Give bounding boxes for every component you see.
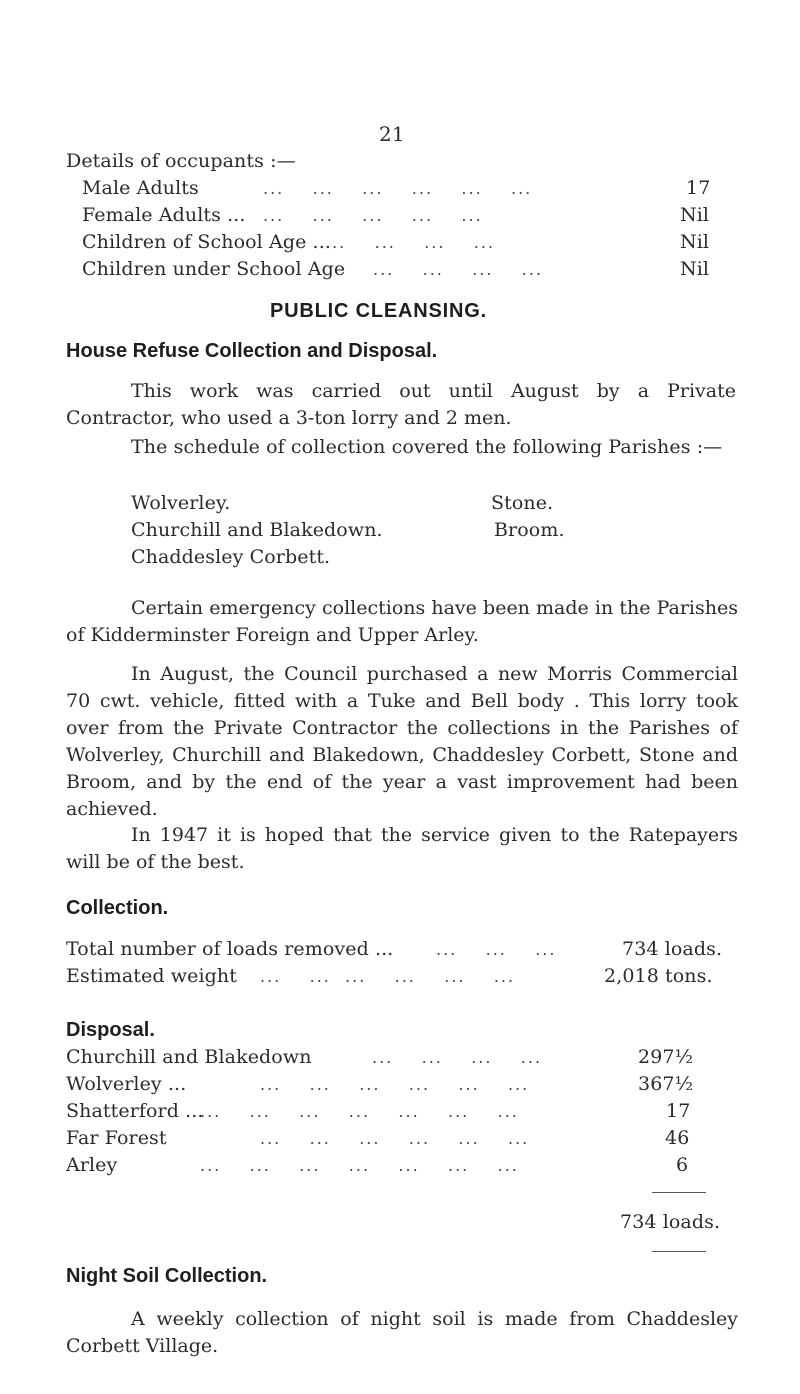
house-refuse-heading: House Refuse Collection and Disposal. [66, 340, 438, 362]
leader-dots: ... ... ... ... ... ... [260, 1129, 530, 1148]
leader-dots: ... ... ... [436, 940, 557, 959]
paragraph-new-vehicle: In August, the Council purchased a new Morris Commercial 70 cwt. vehicle, fitted with a Tuke and Bell body . This lorry took over from the Private Contractor the collections in the Parishes of Wolverley, Churchill and Blakedown, Chaddesley Corbett, Stone and Broom, and by the end of the year a vast improvement had been achieved. [66, 663, 738, 820]
parish-broom: Broom. [494, 519, 565, 541]
page-number: 21 [379, 122, 405, 146]
occupants-title: Details of occupants :— [66, 150, 296, 172]
disposal-total: 734 loads. [620, 1211, 721, 1233]
collection-heading: Collection. [66, 897, 169, 919]
occupant-value-under-school-age: Nil [680, 258, 710, 280]
disposal-label-wolverley: Wolverley ... [66, 1073, 187, 1095]
leader-dots: ... ... ... ... ... ... [260, 1075, 530, 1094]
disposal-value-shatterford: 17 [666, 1100, 691, 1122]
leader-dots: ... ... ... ... ... ... ... [200, 1156, 519, 1175]
parish-stone: Stone. [491, 492, 554, 514]
leader-dots: ... ... ... ... ... ... ... [200, 1102, 519, 1121]
paragraph-night-soil: A weekly collection of night soil is made from Chaddesley Corbett Village. [66, 1308, 738, 1357]
paragraph-emergency: Certain emergency collections have been made in the Parishes of Kidderminster Foreign and Upper Arley. [66, 597, 738, 646]
occupant-value-school-age: Nil [680, 231, 710, 253]
occupant-label-male: Male Adults [82, 177, 199, 199]
occupant-value-female: Nil [680, 204, 710, 226]
leader-dots: ... ... ... ... ... [263, 206, 483, 225]
disposal-label-arley: Arley [66, 1154, 118, 1176]
parish-wolverley: Wolverley. [131, 492, 231, 514]
disposal-value-wolverley: 367½ [638, 1073, 694, 1095]
leader-dots: ... ... ... ... [325, 233, 496, 252]
disposal-label-churchill: Churchill and Blakedown [66, 1046, 312, 1068]
leader-dots: ... ... ... ... [372, 1048, 543, 1067]
disposal-label-far-forest: Far Forest [66, 1127, 167, 1149]
occupant-label-under-school-age: Children under School Age [82, 258, 346, 280]
disposal-heading: Disposal. [66, 1019, 155, 1041]
parish-chaddesley: Chaddesley Corbett. [131, 546, 331, 568]
collection-label-weight: Estimated weight [66, 965, 237, 987]
total-rule-top [652, 1192, 706, 1193]
occupant-value-male: 17 [686, 177, 711, 199]
leader-dots: ... ... ... ... ... ... [263, 179, 533, 198]
leader-dots: ... ... ... ... [373, 260, 544, 279]
occupant-label-school-age: Children of School Age ... [82, 231, 331, 253]
parish-churchill: Churchill and Blakedown. [131, 519, 383, 541]
collection-value-weight: 2,018 tons. [604, 965, 713, 987]
total-rule-bottom [652, 1251, 706, 1252]
disposal-value-churchill: 297½ [638, 1046, 694, 1068]
collection-label-total: Total number of loads removed ... [66, 938, 394, 960]
collection-value-total: 734 loads. [622, 938, 723, 960]
occupant-label-female: Female Adults ... [82, 204, 246, 226]
paragraph-contractor: This work was carried out until August by a Private Contractor, who used a 3-ton lorry and 2 men. [66, 380, 736, 429]
disposal-value-arley: 6 [676, 1154, 689, 1176]
section-title: PUBLIC CLEANSING. [270, 300, 487, 322]
night-soil-heading: Night Soil Collection. [66, 1265, 268, 1287]
disposal-value-far-forest: 46 [665, 1127, 690, 1149]
disposal-label-shatterford: Shatterford ... [66, 1100, 204, 1122]
paragraph-schedule: The schedule of collection covered the following Parishes :— [131, 436, 723, 458]
leader-dots: ... ... ... ... ... ... [260, 967, 516, 986]
paragraph-1947: In 1947 it is hoped that the service given to the Ratepayers will be of the best. [66, 824, 738, 873]
